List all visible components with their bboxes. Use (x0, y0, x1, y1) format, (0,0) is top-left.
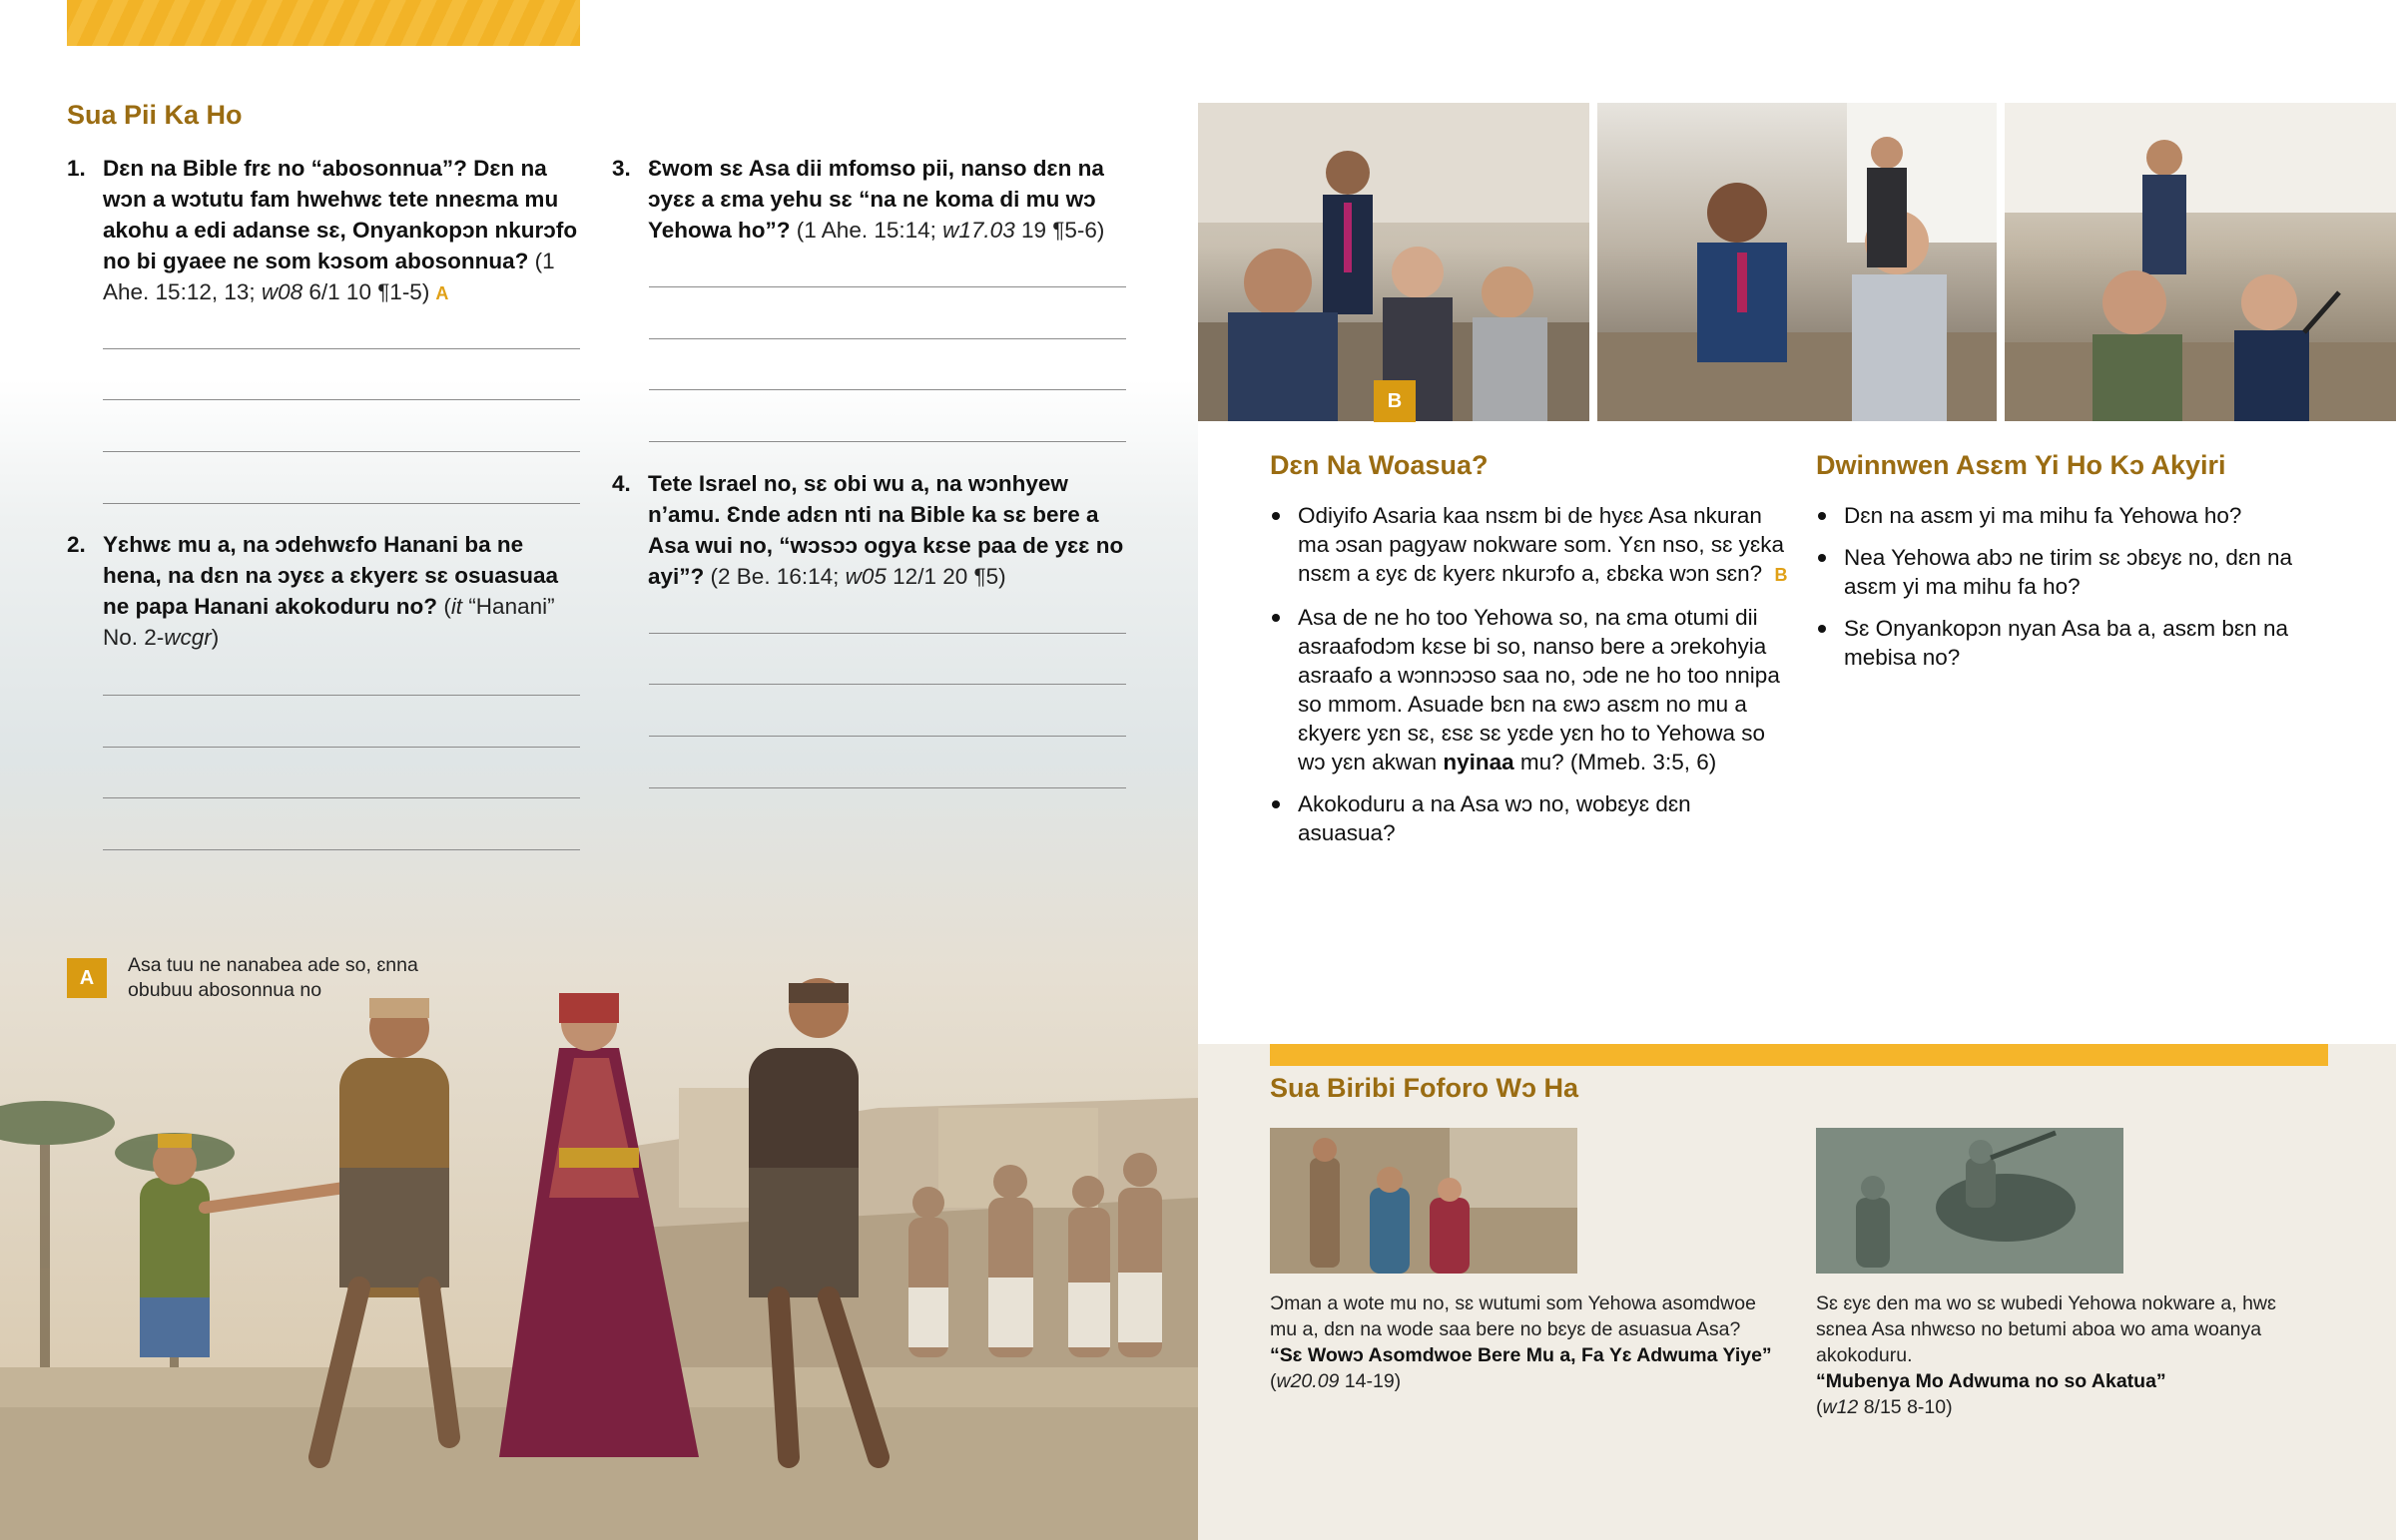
list-item: Asa de ne ho too Yehowa so, na ɛma otumi dii asraafodɔm kɛse bi so, nanso bere a ɔrekohyia asraafo a wɔnnɔɔso saa no, ɔde ne ho too nnipa so mmom. Asuade bɛn na ɛwɔ asɛm no mu a ɛkyerɛ yɛn sɛ, ɛsɛ sɛ yɛde yɛn ho to Yehowa so wɔ yɛn akwan nyinaa mu? (Mmeb. 3:5, 6) (1270, 603, 1789, 776)
list-item: Dɛn na asɛm yi ma mihu fa Yehowa ho? (1816, 501, 2315, 530)
decorative-header-bar (67, 0, 580, 46)
answer-line[interactable] (649, 389, 1126, 390)
article-summary-2 (1816, 1290, 2325, 1420)
study-section-title: Sua Pii Ka Ho (67, 100, 243, 130)
answer-line[interactable] (103, 695, 580, 696)
article-description: Ɔman a wote mu no, sɛ wutumi som Yehowa asomdwoe mu a, dɛn na wode saa bere no bɛyɛ de asuasua Asa? (1270, 1292, 1756, 1340)
answer-line[interactable] (103, 451, 580, 452)
answer-line[interactable] (649, 441, 1126, 442)
thumbnail-illustration (1270, 1128, 1577, 1274)
illustration-king-asa (0, 898, 1198, 1540)
answer-line[interactable] (103, 849, 580, 850)
woasua-section-title: Dɛn Na Woasua? (1270, 450, 1489, 480)
question-number: 3. (612, 156, 631, 181)
question-reference: (1 Ahe. 15:14; w17.03 19 ¶5-6) (796, 218, 1105, 243)
photo-illustration (1198, 103, 1589, 421)
question-text: Dɛn na Bible frɛ no “abosonnua”? Dɛn na wɔn a wɔtutu fam hwehwɛ tete nneɛma mu akohu a edi adanse sɛ, Onyankopɔn nkurɔfo no bi gyaee ne som kɔsom abosonnua? (103, 156, 578, 273)
article-reference: (w20.09 14-19) (1270, 1370, 1402, 1392)
list-item: Sɛ Onyankopɔn nyan Asa ba a, asɛm bɛn na mebisa no? (1816, 614, 2315, 672)
article-description: Sɛ ɛyɛ den ma wo sɛ wubedi Yehowa nokware a, hwɛ sɛnea Asa nhwɛso no betumi aboa wo ama woanya akokoduru. (1816, 1292, 2276, 1366)
photo-woman-with-microphone (2005, 103, 2396, 421)
article-link-title[interactable]: “Mubenya Mo Adwuma no so Akatua” (1816, 1370, 2166, 1392)
figure-badge-b: B (1374, 380, 1416, 422)
list-item: Akokoduru a na Asa wɔ no, wobɛyɛ dɛn asuasua? (1270, 789, 1789, 847)
article-link-title[interactable]: “Sɛ Wowɔ Asomdwoe Bere Mu a, Fa Yɛ Adwuma Yiye” (1270, 1344, 1772, 1366)
figure-marker-b: B (1774, 565, 1788, 585)
answer-line[interactable] (103, 747, 580, 748)
question-reference: (it “Hanani” No. 2-wcgr) (103, 594, 555, 650)
answer-line[interactable] (649, 338, 1126, 339)
answer-line[interactable] (649, 787, 1126, 788)
photo-illustration (1597, 103, 1997, 421)
article-summary-1 (1270, 1290, 1779, 1394)
answer-line[interactable] (649, 633, 1126, 634)
thumbnail-illustration (1816, 1128, 2123, 1274)
question-number: 1. (67, 156, 86, 181)
article-thumbnail-1[interactable] (1270, 1128, 1577, 1274)
answer-line[interactable] (649, 736, 1126, 737)
question-reference: (2 Be. 16:14; w05 12/1 20 ¶5) (710, 564, 1006, 589)
photo-man-commenting (1597, 103, 1997, 421)
answer-line[interactable] (649, 684, 1126, 685)
list-item: Odiyifo Asaria kaa nsɛm bi de hyɛɛ Asa nkuran ma ɔsan pagyaw nokware som. Yɛn nso, sɛ yɛka nsɛm a ɛyɛ dɛ kyerɛ nkurɔfo a, ɛbɛka wɔn sɛn? B (1270, 501, 1789, 590)
answer-line[interactable] (103, 797, 580, 798)
photo-illustration (2005, 103, 2396, 421)
question-text: Tete Israel no, sɛ obi wu a, na wɔnhyew n’amu. Ɛnde adɛn nti na Bible ka sɛ bere a Asa wui no, “wɔsɔɔ ogya kɛse paa de yɛɛ no ayi”? (648, 471, 1124, 589)
further-study-accent-bar (1270, 1044, 2328, 1066)
figure-marker-a: A (435, 283, 449, 303)
answer-line[interactable] (649, 286, 1126, 287)
figure-badge-a: A (67, 958, 107, 998)
question-number: 2. (67, 532, 86, 557)
article-thumbnail-2[interactable] (1816, 1128, 2123, 1274)
further-study-title: Sua Biribi Foforo Wɔ Ha (1270, 1073, 1579, 1103)
answer-line[interactable] (103, 348, 580, 349)
woasua-list (1270, 501, 1789, 860)
question-text: Yɛhwɛ mu a, na ɔdehwɛfo Hanani ba ne hena, na dɛn na ɔyɛɛ a ɛkyerɛ sɛ osuasuaa ne papa Hanani akokoduru no? (103, 532, 559, 619)
article-reference: (w12 8/15 8-10) (1816, 1396, 1953, 1418)
reflection-section-title: Dwinnwen Asɛm Yi Ho Kɔ Akyiri (1816, 450, 2226, 480)
photo-congregation-raising-hands (1198, 103, 1589, 421)
list-item: Nea Yehowa abɔ ne tirim sɛ ɔbɛyɛ no, dɛn na asɛm yi ma mihu fa ho? (1816, 543, 2315, 601)
reflection-list (1816, 501, 2315, 685)
question-reference: (1 Ahe. 15:12, 13; w08 6/1 10 ¶1-5) (103, 249, 555, 304)
answer-line[interactable] (103, 399, 580, 400)
question-text: Ɛwom sɛ Asa dii mfomso pii, nanso dɛn na ɔyɛɛ a ɛma yehu sɛ “na ne koma di mu wɔ Yehowa ho”? (648, 156, 1104, 243)
answer-line[interactable] (103, 503, 580, 504)
question-number: 4. (612, 471, 631, 496)
caption-text: Asa tuu ne nanabea ade so, ɛnna obubuu abosonnua no (128, 954, 418, 1001)
